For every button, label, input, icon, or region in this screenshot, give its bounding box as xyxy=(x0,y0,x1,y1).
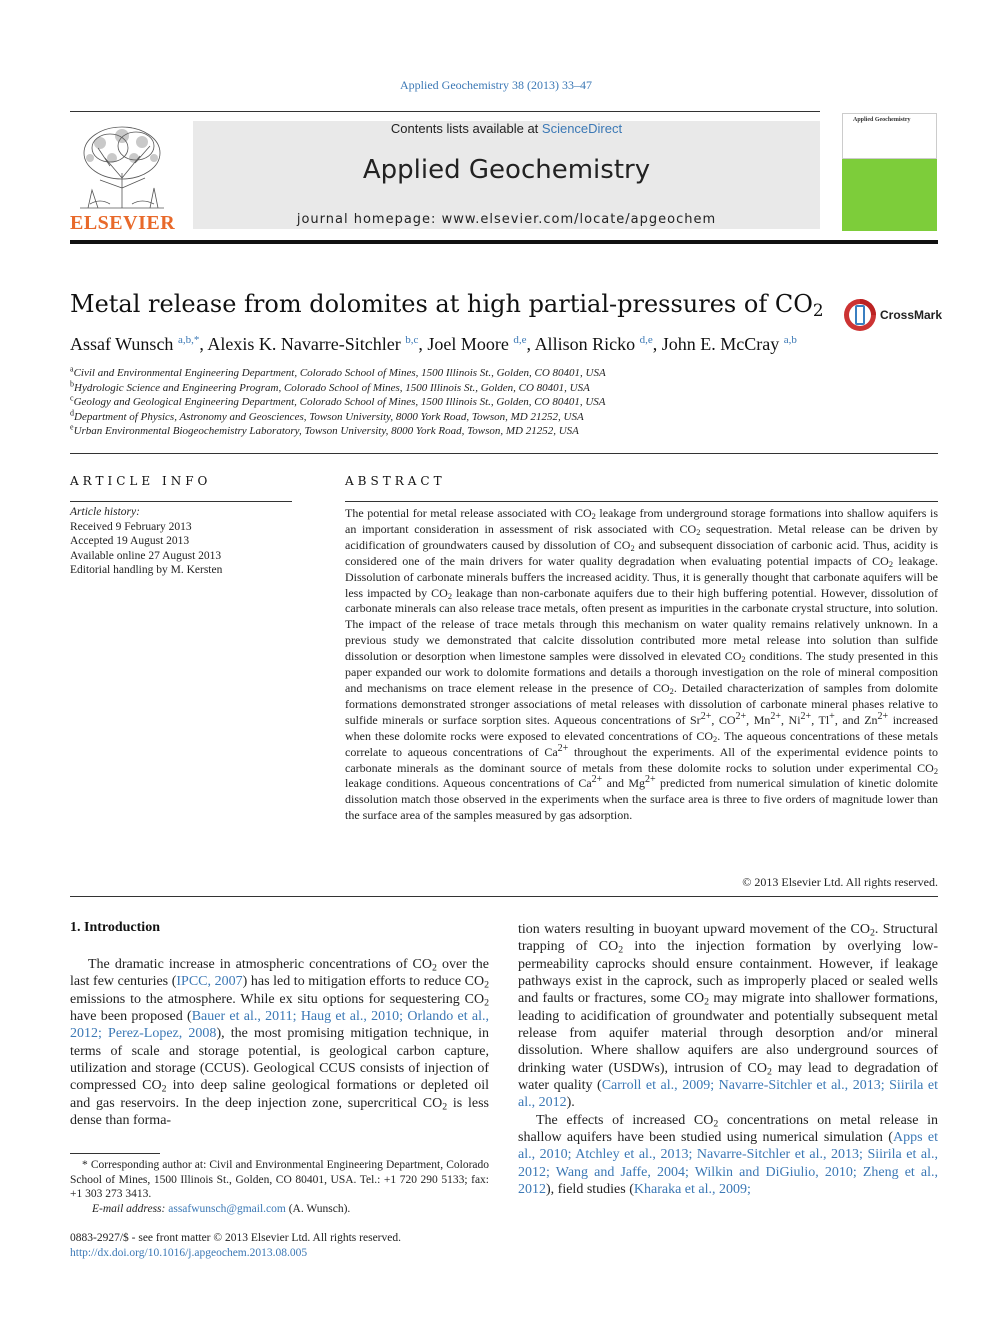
journal-homepage[interactable]: journal homepage: www.elsevier.com/locate/apgeochem xyxy=(296,212,717,227)
editorial-handling: Editorial handling by M. Kersten xyxy=(70,564,223,576)
abstract-text: The potential for metal release associated with $CO_2$ leakage from underground storage formations into shallow aquifers is an important consideration in assessment of risk associated with $CO_2$ sequestration. Metal release can be driven by acidification of groundwaters caused by dissolution of $CO_2$ and subsequent dissociation of carbonic acid. Thus, acidity is considered one of the main drivers for water quality degradation when evaluating potential impacts of $CO_2$ leakage. Dissolution of carbonate minerals buffers the increased acidity. Thus, it is generally thought that carbonate aquifers will be less impacted by $CO_2$ leakage than non-carbonate aquifers due to their high buffering potential. However, dissolution of carbonate minerals can also release trace metals, often present as impurities in the carbonate crystal structure, into solution. The impact of the release of trace metals through this mechanism on water quality remains relatively unknown. In a previous study we demonstrated that calcite dissolution contributed more metal release into solution than sulfide dissolution or desorption when limestone samples were dissolved in elevated $CO_2$ conditions. The study presented in this paper expanded our work to dolomite formations and details a thorough investigation on the role of mineral composition and mechanisms on trace element release in the presence of $CO_2$. Detailed characterization of samples from dolomite formations demonstrated stronger associations of metal releases with dissolution of carbonate mineral phases relative to sulfide minerals or surface sorption sites. Aqueous concentrations of $Sr^{2+}$, $CO^{2+}$, $Mn^{2+}$, $Ni^{2+}$, Tl+, and $Zn^{2+}$ increased when these dolomite rocks were exposed to elevated concentrations of $CO_2$. The aqueous concentrations of these metals correlate to aqueous concentrations of $Ca^{2+}$ throughout the experiments. All of the experimental evidence points to carbonate minerals as the dominant source of metals from these dolomite rocks to solution under experimental $CO_2$ leakage conditions. Aqueous concentrations of $Ca^{2+}$ and $Mg^{2+}$ predicted from numerical simulation of kinetic dolomite dissolution match those observed in the experiments when the surface area is three to five orders of magnitude lower than the surface area of the samples measured by gas adsorption. xyxy=(345,506,939,823)
author-name[interactable]: Joel Moore xyxy=(427,334,509,354)
author-name[interactable]: John E. McCray xyxy=(661,334,780,354)
citation-link[interactable]: Apps et al., 2010; Atchley et al., 2013; Navarre-Sitchler et al., 2013; Siirila et al., 2012; Wang and Jaffe, 2004; Wilkin and DiGiulio, 2010; Zheng et al., 2012 xyxy=(518,1130,938,1198)
abstract-heading: ABSTRACT xyxy=(345,474,446,488)
header-thick-rule xyxy=(70,240,938,244)
doi-link[interactable]: http://dx.doi.org/10.1016/j.apgeochem.2013.08.005 xyxy=(70,1246,308,1259)
crossmark-icon[interactable] xyxy=(843,298,877,332)
affiliation: $^d$Department of Physics, Astronomy and Geosciences, Towson University, 8000 York Road, Towson, MD 21252, USA xyxy=(70,407,584,423)
affiliation-list xyxy=(70,366,606,439)
corresponding-author-footnote: * Corresponding author at: Civil and Environmental Engineering Department, Colorado School of Mines, 1500 Illinois St., Golden, CO 80401, USA. Tel.: +1 720 290 5133; fax: +1 303 273 3413. E-mail address: assafwunsch@gmail.com (A. Wunsch). xyxy=(70,1159,489,1215)
author-name[interactable]: Allison Ricko xyxy=(534,334,636,354)
citation-link[interactable]: Kharaka et al., 2009; xyxy=(633,1182,751,1198)
article-history xyxy=(70,505,222,578)
author-affil-marker[interactable]: b,c xyxy=(405,334,419,346)
citation-link[interactable]: IPCC, 2007 xyxy=(176,974,243,990)
author-affil-marker[interactable]: d,e xyxy=(639,334,653,346)
affiliation: $^a$Civil and Environmental Engineering Department, Colorado School of Mines, 1500 Illinois St., Golden, CO 80401, USA xyxy=(70,364,606,379)
sciencedirect-link[interactable]: ScienceDirect xyxy=(541,121,623,136)
history-label: Article history: xyxy=(70,506,140,518)
body-rule xyxy=(70,896,938,897)
citation-link[interactable]: Carroll et al., 2009; Navarre-Sitchler et al., 2013; Siirila et al., 2012 xyxy=(518,1078,938,1111)
abstract-copyright: © 2013 Elsevier Ltd. All rights reserved. xyxy=(742,875,938,889)
author-name[interactable]: Alexis K. Navarre-Sitchler xyxy=(207,334,401,354)
cover-title: Applied Geochemistry xyxy=(853,117,911,123)
body-column-left: The dramatic increase in atmospheric concentrations of $CO_2$ over the last few centuries (IPCC, 2007) has led to mitigation efforts to reduce $CO_2$ emissions to the atmosphere. While ex situ options for sequestering $CO_2$ have been proposed (Bauer et al., 2011; Haug et al., 2010; Orlando et al., 2012; Perez-Lopez, 2008), the most promising mitigation technique, in terms of scale and storage potential, is geological carbon capture, utilization and storage (CCUS). Geological CCUS consists of injection of compressed $CO_2$ into deep saline geological formations or depleted oil and gas reservoirs. In the deep injection zone, supercritical $CO_2$ is less dense than forma- xyxy=(70,957,490,1129)
footnote-rule xyxy=(70,1153,160,1154)
journal-masthead xyxy=(193,121,820,229)
affiliation-rule xyxy=(70,453,938,454)
section-heading: 1. Introduction xyxy=(70,920,160,935)
issn-line: 0883-2927/$ - see front matter © 2013 Elsevier Ltd. All rights reserved. xyxy=(70,1232,401,1244)
received-date: Received 9 February 2013 xyxy=(70,520,192,533)
contents-line: Contents lists available at ScienceDirect xyxy=(390,121,623,136)
abstract-rule xyxy=(345,501,938,502)
article-info-heading: ARTICLE INFO xyxy=(70,474,212,488)
article-title: Metal release from dolomites at high partial-pressures of $CO_2$ xyxy=(70,290,824,321)
crossmark-label[interactable]: CrossMark xyxy=(880,308,943,322)
citation-link[interactable]: Bauer et al., 2011; Haug et al., 2010; Orlando et al., 2012; Perez-Lopez, 2008 xyxy=(70,1009,489,1042)
affiliation: $^c$Geology and Geological Engineering Department, Colorado School of Mines, 1500 Illinois St., Golden, CO 80401, USA xyxy=(70,393,606,408)
corresponding-author-text: * Corresponding author at: Civil and Environmental Engineering Department, Colorado School of Mines, 1500 Illinois St., Golden, CO 80401, USA. Tel.: +1 720 290 5133; fax: +1 303 273 3413. xyxy=(70,1159,489,1200)
author-affil-marker[interactable]: d,e xyxy=(513,334,527,346)
journal-cover-image xyxy=(842,113,937,231)
affiliation: $^b$Hydrologic Science and Engineering Program, Colorado School of Mines, 1500 Illinois St., Golden, CO 80401, USA xyxy=(70,378,590,394)
accepted-date: Accepted 19 August 2013 xyxy=(70,535,190,547)
author-affil-marker[interactable]: a,b xyxy=(783,334,797,346)
journal-citation[interactable]: Applied Geochemistry 38 (2013) 33–47 xyxy=(400,78,592,92)
affiliation: $^e$Urban Environmental Biogeochemistry Laboratory, Towson University, 8000 York Road, Towson, MD 21252, USA xyxy=(70,422,579,437)
header-rule xyxy=(70,111,820,112)
author-name[interactable]: Assaf Wunsch xyxy=(70,334,174,354)
author-affil-marker[interactable]: a,b,* xyxy=(177,334,200,346)
journal-title: Applied Geochemistry xyxy=(362,155,651,185)
email-link[interactable]: assafwunsch@gmail.com xyxy=(168,1202,286,1215)
author-list: Assaf Wunsch $^{a,b,*}$, Alexis K. Navarre-Sitchler $^{b,c}$, Joel Moore $^{d,e}$, Allison Ricko $^{d,e}$, John E. McCray $^{a,b}$ xyxy=(70,334,797,354)
online-date: Available online 27 August 2013 xyxy=(70,549,222,562)
publisher-logo-text: ELSEVIER xyxy=(70,212,176,234)
publication-footer xyxy=(70,1231,401,1260)
body-column-right: tion waters resulting in buoyant upward movement of the $CO_2$. Structural trapping of $CO_2$ into the injection formation by overlying low-permeability caprocks should ensure containment. However, if leakage pathways exist in the caprock, such as improperly placed or sealed wells and faults or fractures, some $CO_2$ may migrate into shallower formations, leading to acidification of groundwater and potentially subsequent metal release from aquifer material through desorption and/or mineral dissolution. Where shallow aquifers are also underground sources of drinking water (USDWs), intrusion of $CO_2$ may lead to degradation of water quality (Carroll et al., 2009; Navarre-Sitchler et al., 2013; Siirila et al., 2012). The effects of increased $CO_2$ concentrations on metal release in shallow aquifers have been studied using numerical simulation (Apps et al., 2010; Atchley et al., 2013; Navarre-Sitchler et al., 2013; Siirila et al., 2012; Wang and Jaffe, 2004; Wilkin and DiGiulio, 2010; Zheng et al., 2012), field studies (Kharaka et al., 2009; xyxy=(518,922,938,1198)
article-info-rule xyxy=(70,501,292,502)
